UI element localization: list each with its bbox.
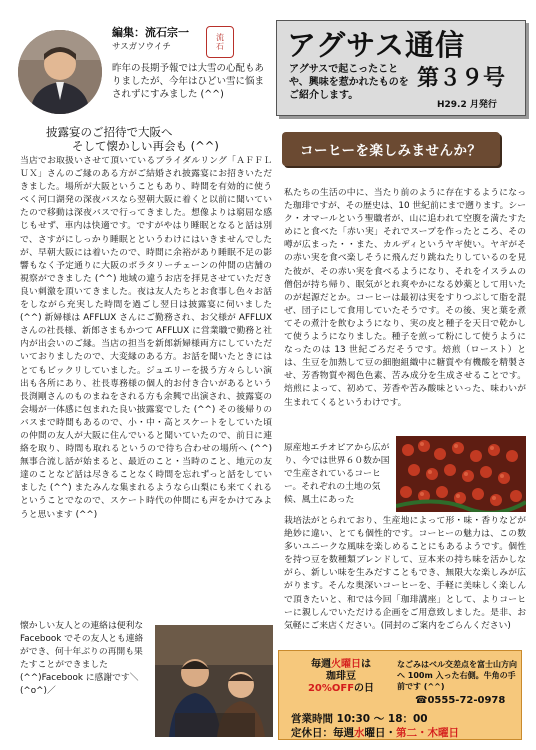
seal-char-bottom: 石: [216, 42, 224, 51]
store-closed-days: [291, 725, 459, 740]
heading-line-2: そして懐かしい再会も (^^): [72, 139, 219, 153]
editor-name: 編集：流石宗一: [112, 26, 189, 39]
discount-particle: は: [361, 659, 371, 670]
coffee-cherries-photo: [396, 436, 526, 512]
closed-day-2: 第二・木曜日: [396, 727, 459, 739]
discount-weekday: 火曜日: [331, 659, 361, 670]
osaka-article-tail: 懐かしい友人との連絡は便利な Facebook でその友人とも連絡ができ、何十年ぶりの再開も果たすことができました (^^)Facebook に感謝です＼(^o^)／: [20, 621, 144, 697]
editor-reading: サスガソウイチ: [112, 42, 171, 52]
osaka-article-heading: [46, 125, 256, 153]
closed-mid: 曜日・: [364, 727, 396, 739]
coffee-article-body: 私たちの生活の中に、当たり前のように存在するようになった珈琲ですが、その歴史は、10 世紀前にまで遡ります。シーク・オマールという聖職者が、山に追われて空腹を満たすためにと食べた「赤い実」それでスープを作ったところ、その噂が広まった・・また、カルディというヤギ使い。ヤギがその赤い実を食べ楽しそうに飛んだり跳ねたりしているのを見た彼が、その赤い実を食べるようになり、それをイスラムの僧侶が持ち帰り、眠気がとれ爽やかになる妙薬として用いたのが起源だとか。コーヒーは最初は実をすりつぶして脂を混ぜ、団子にして食用していたそうです。その後、実と葉を煮てその煮汁を飲むようになり、実の皮と種子を天日で乾かして使うようになりました。種子を煎って粉にして使うようになったのは 13 世紀ごろだそうです。焙煎（ロースト）とは、生豆を加熱して豆の細胞組織中に糖質や有機酸を精製させ、芳香物質や褐色色素、苦み成分を生成させることです。焙煎によって、初めて、芳香や苦み酸味といった、味わいが生まれてくるというわけです。: [284, 188, 527, 408]
store-phone[interactable]: ☎0555-72-0978: [415, 695, 506, 706]
seal-char-top: 流: [216, 33, 224, 42]
editor-portrait-image: [18, 30, 102, 114]
discount-line-3: [291, 683, 391, 695]
editor-note: 昨年の長期予報では大雪の心配もありましたが、今年はひどい雪に悩まされずにすみました (^^): [112, 63, 265, 100]
store-hours: 営業時間 10:30 ～ 18：00: [291, 713, 428, 725]
issue-number: 第３９号: [417, 66, 506, 91]
closed-day-1: 水: [354, 727, 365, 739]
store-access: なごみはベル交差点を富士山方向へ 100m 入った右側。牛角の手前です (^^): [397, 660, 517, 691]
discount-line-2: 珈琲豆: [326, 671, 356, 682]
issue-date: H29.2 月発行: [437, 100, 497, 110]
coffee-article-lower: 栽培法がとられており、生産地によって形・味・香りなどが絶妙に違い、とても個性的です。コーヒーの魅力は、この数多いユニークな風味を楽しめることにもあるようです。個性を持つ豆を数種類ブレンドして、豆本来の持ち味を活かしながら、新しい味を生みだすこともでき、無限大な楽しみが広がります。そんな奥深いコーヒーを、手軽に美味しく楽しんで頂きたいと、和では今回「珈琲講座」として、よりコーヒーに親しんでいただける企画をご用意致しました。是非、お気軽にご来店ください。(同封のご案内をごらんください): [284, 516, 526, 631]
discount-day-suffix: の日: [354, 683, 375, 694]
editor-seal: [206, 26, 234, 58]
coffee-cherries-image: [396, 436, 526, 512]
coffee-banner-title: コーヒーを楽しみませんか？: [300, 143, 482, 159]
discount-day-notice: [291, 659, 391, 695]
newsletter-masthead: [276, 20, 526, 116]
newsletter-description: アグサスで起こったことや、興味を惹かれたものをご紹介します。: [289, 64, 409, 101]
discount-rate: 20%OFF: [307, 683, 355, 694]
newsletter-title: アグサス通信: [287, 28, 465, 62]
friends-photo-image: [155, 625, 273, 737]
osaka-article-body: 当店でお取扱いさせて頂いているブライダルリング「ＡＦＦＬＵＸ」さんのご縁のある方がご結婚され披露宴にお招きいただきました。場所が大阪ということもあり、時間を有効的に使うべく河口湖発の深夜バスなら翌朝大阪に着くと以前に聞いていたので移動は深夜バスで行ってきました。想像よりは窮屈な感じもせず、車内は快適です。ですがやはり睡眠となると話は別で、さすがにしっかり睡眠とというわけにはいきませんでしたが、早朝大阪には着いたので、時間に余裕があり睡眠不足の影響もなく予定通りに大阪のボラタリーチェーンの仲間の店舗の視察ができました (^^) 地域の違うお店を拝見させていただき良い刺激を頂いてきました。夜は友人たちとお食事し色々お話をしながら充実した時間を過ごし翌日は披露宴に伺いました (^^) 新婦様は AFFLUX さんにご勤務され、お父様が AFFLUX さんの社長様、新郎さまもかつて AFFLUX に営業職で勤務と社内が出会いのご縁。当店の担当を新郎新婦様両方にしていただいておりましたので、大変縁のある方。お話を聞いたときにはとてもビックリしていました。ジュエリーを扱う方々らしい演出も各所にあり、社長専務様の個人的お付き合いがあるという長渕剛さんのものまねをされる方も余興で出演され、披露宴の会場が一体感に包まれた良い披露宴でした (^^) その後帰りのバスまで時間もあるので、小・中・高とスケートをしていた頃の仲間の友人が大阪に住んでいると聞いていたので、前日に連絡を取り、時間も取れるというので待ち合わせの場所へ (^^) 無事合流し話が始まると、最近のこと・当時のこと、地元の友達のことなど話は尽きることなく時間を忘れずっと話をしていました (^^) またみんな集まれるようなら山梨にも来てくれるということでなので、スケート時代の仲間にも声をかけてみようと思います (^^): [20, 156, 272, 520]
friends-photo: [155, 625, 273, 737]
coffee-banner: [282, 132, 500, 166]
coffee-article-origin: 原産地エチオピアから広がり、今では世界６０数か国で生産されているコーヒー。それぞれの土地の気候、風土にあった: [284, 443, 390, 506]
editor-photo: [18, 30, 102, 114]
heading-line-1: 披露宴のご招待で大阪へ: [46, 125, 173, 139]
store-info-box: [278, 650, 522, 740]
discount-line-1: [291, 659, 391, 671]
discount-weekly: 毎週: [311, 659, 331, 670]
closed-prefix: 定休日：毎週: [291, 727, 354, 739]
